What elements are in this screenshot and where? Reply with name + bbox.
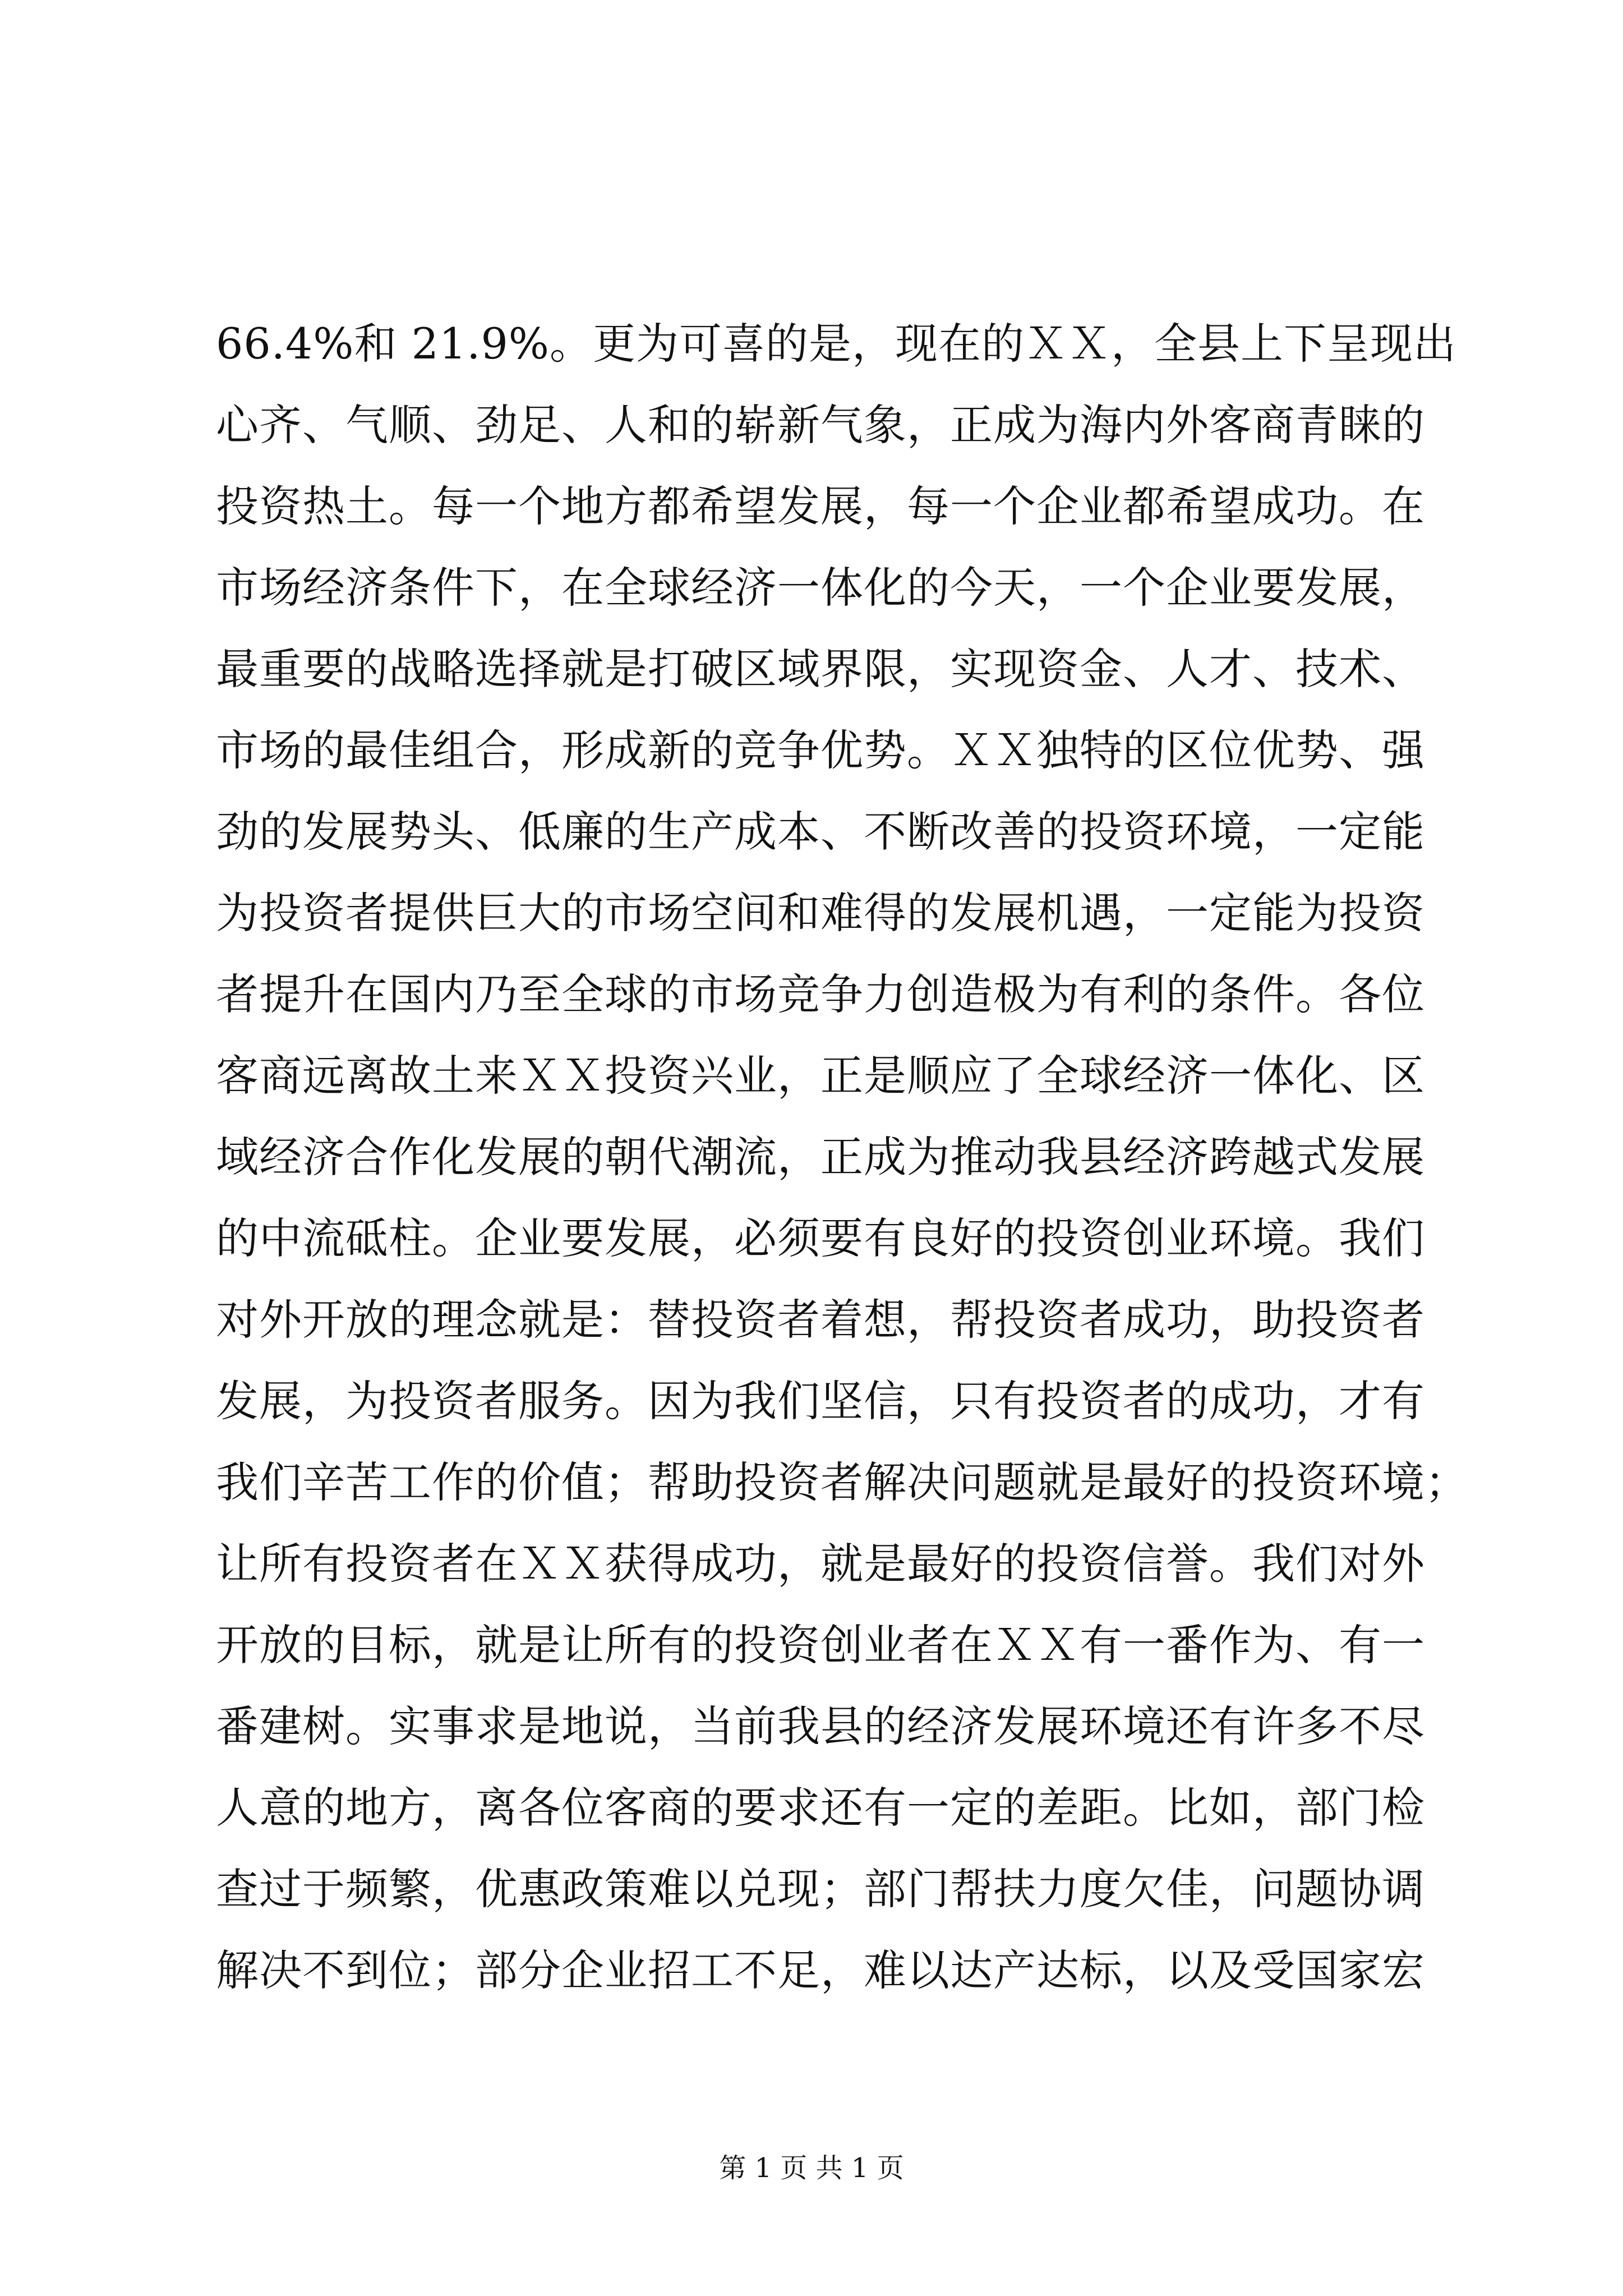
text-line: 开放的目标，就是让所有的投资创业者在ＸＸ有一番作为、有一 <box>216 1620 1425 1670</box>
text-line: 66.4%和 21.9%。更为可喜的是，现在的ＸＸ，全县上下呈现出 <box>216 319 1457 369</box>
text-line: 市场经济条件下，在全球经济一体化的今天，一个企业要发展， <box>216 563 1425 613</box>
text-line: 对外开放的理念就是：替投资者着想，帮投资者成功，助投资者 <box>216 1295 1425 1345</box>
text-line: 番建树。实事求是地说，当前我县的经济发展环境还有许多不尽 <box>216 1701 1425 1751</box>
text-line: 的中流砥柱。企业要发展，必须要有良好的投资创业环境。我们 <box>216 1213 1425 1263</box>
text-line: 者提升在国内乃至全球的市场竞争力创造极为有利的条件。各位 <box>216 969 1425 1019</box>
body-text <box>216 303 1468 2011</box>
text-line: 为投资者提供巨大的市场空间和难得的发展机遇，一定能为投资 <box>216 888 1425 938</box>
page-number-footer: 第 1 页 共 1 页 <box>719 2152 904 2184</box>
text-line: 查过于频繁，优惠政策难以兑现；部门帮扶力度欠佳，问题协调 <box>216 1864 1425 1914</box>
text-line: 解决不到位；部分企业招工不足，难以达产达标，以及受国家宏 <box>216 1945 1425 1995</box>
text-line: 让所有投资者在ＸＸ获得成功，就是最好的投资信誉。我们对外 <box>216 1539 1425 1589</box>
text-line: 发展，为投资者服务。因为我们坚信，只有投资者的成功，才有 <box>216 1376 1425 1426</box>
text-line: 市场的最佳组合，形成新的竞争优势。ＸＸ独特的区位优势、强 <box>216 725 1425 775</box>
text-line: 我们辛苦工作的价值；帮助投资者解决问题就是最好的投资环境； <box>216 1457 1468 1507</box>
text-line: 劲的发展势头、低廉的生产成本、不断改善的投资环境，一定能 <box>216 807 1425 857</box>
text-line: 投资热土。每一个地方都希望发展，每一个企业都希望成功。在 <box>216 481 1425 531</box>
text-line: 域经济合作化发展的朝代潮流，正成为推动我县经济跨越式发展 <box>216 1132 1425 1182</box>
text-line: 客商远离故土来ＸＸ投资兴业，正是顺应了全球经济一体化、区 <box>216 1051 1425 1101</box>
text-line: 心齐、气顺、劲足、人和的崭新气象，正成为海内外客商青睐的 <box>216 400 1425 450</box>
text-line: 最重要的战略选择就是打破区域界限，实现资金、人才、技术、 <box>216 644 1425 694</box>
text-line: 人意的地方，离各位客商的要求还有一定的差距。比如，部门检 <box>216 1783 1425 1833</box>
